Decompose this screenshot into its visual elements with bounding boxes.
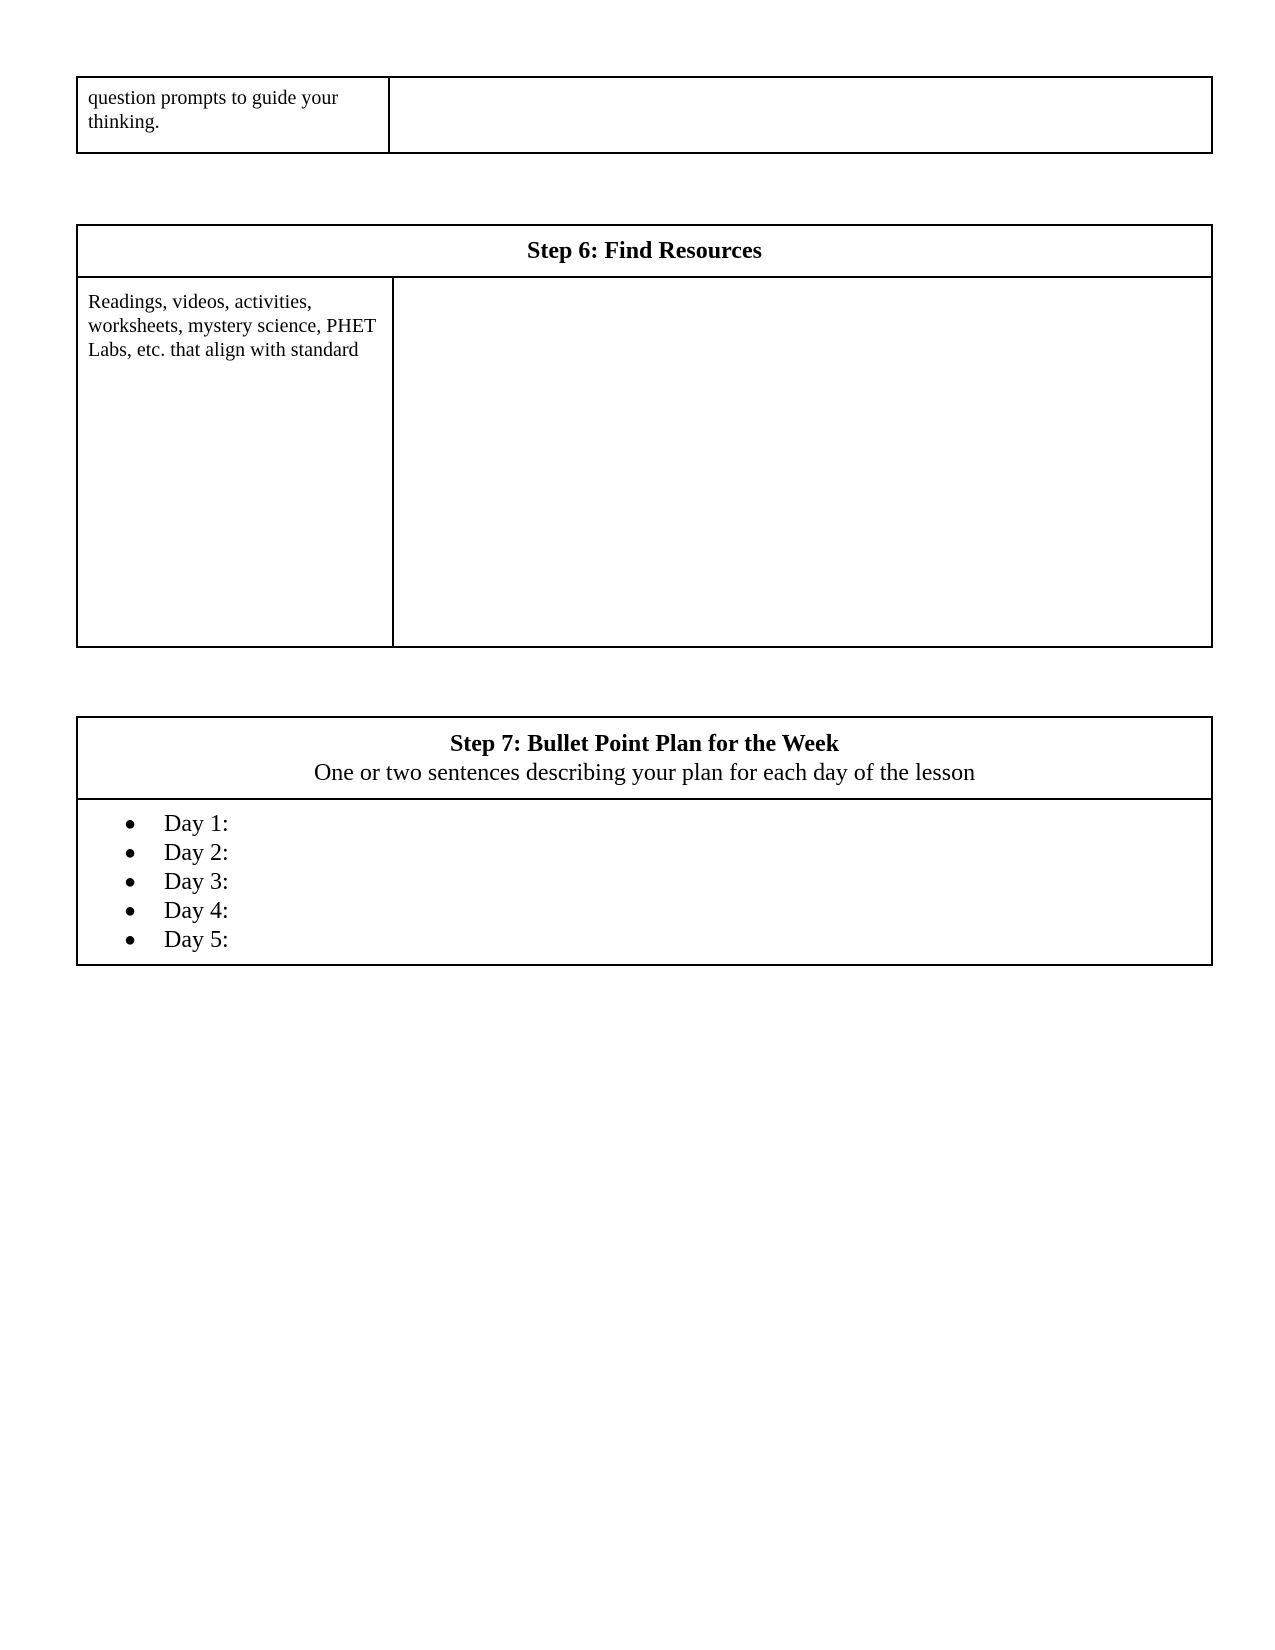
step6-prompt-cell xyxy=(78,278,394,646)
day-item[interactable] xyxy=(78,839,1211,868)
bullet-icon: ● xyxy=(124,900,137,922)
bullet-icon: ● xyxy=(124,929,137,951)
step5-prompt-cell xyxy=(78,78,390,152)
day-item[interactable] xyxy=(78,810,1211,839)
day-list xyxy=(78,810,1211,955)
step7-title: Step 7: Bullet Point Plan for the Week xyxy=(449,731,840,757)
bullet-icon: ● xyxy=(124,842,137,864)
step7-subtitle: One or two sentences describing your plan for each day of the lesson xyxy=(313,760,976,786)
day-label: Day 4: xyxy=(164,898,229,924)
step6-table xyxy=(76,224,1213,648)
step7-days-cell[interactable] xyxy=(78,800,1211,964)
day-item[interactable] xyxy=(78,868,1211,897)
bullet-icon: ● xyxy=(124,813,137,835)
step5-prompt-text: question prompts to guide your thinking. xyxy=(88,87,338,133)
step6-header xyxy=(78,226,1211,278)
step6-title: Step 6: Find Resources xyxy=(527,238,762,264)
day-item[interactable] xyxy=(78,926,1211,955)
step6-prompt-text: Readings, videos, activities, worksheets, mystery science, PHET Labs, etc. that align with standard xyxy=(88,291,376,361)
step5-table-continued xyxy=(76,76,1213,154)
day-label: Day 2: xyxy=(164,840,229,866)
day-item[interactable] xyxy=(78,897,1211,926)
step5-answer-cell[interactable] xyxy=(390,78,1211,152)
step6-answer-cell[interactable] xyxy=(394,278,1211,646)
day-label: Day 1: xyxy=(164,811,229,837)
step7-header xyxy=(78,718,1211,800)
day-label: Day 3: xyxy=(164,869,229,895)
day-label: Day 5: xyxy=(164,927,229,953)
step7-table xyxy=(76,716,1213,966)
bullet-icon: ● xyxy=(124,871,137,893)
